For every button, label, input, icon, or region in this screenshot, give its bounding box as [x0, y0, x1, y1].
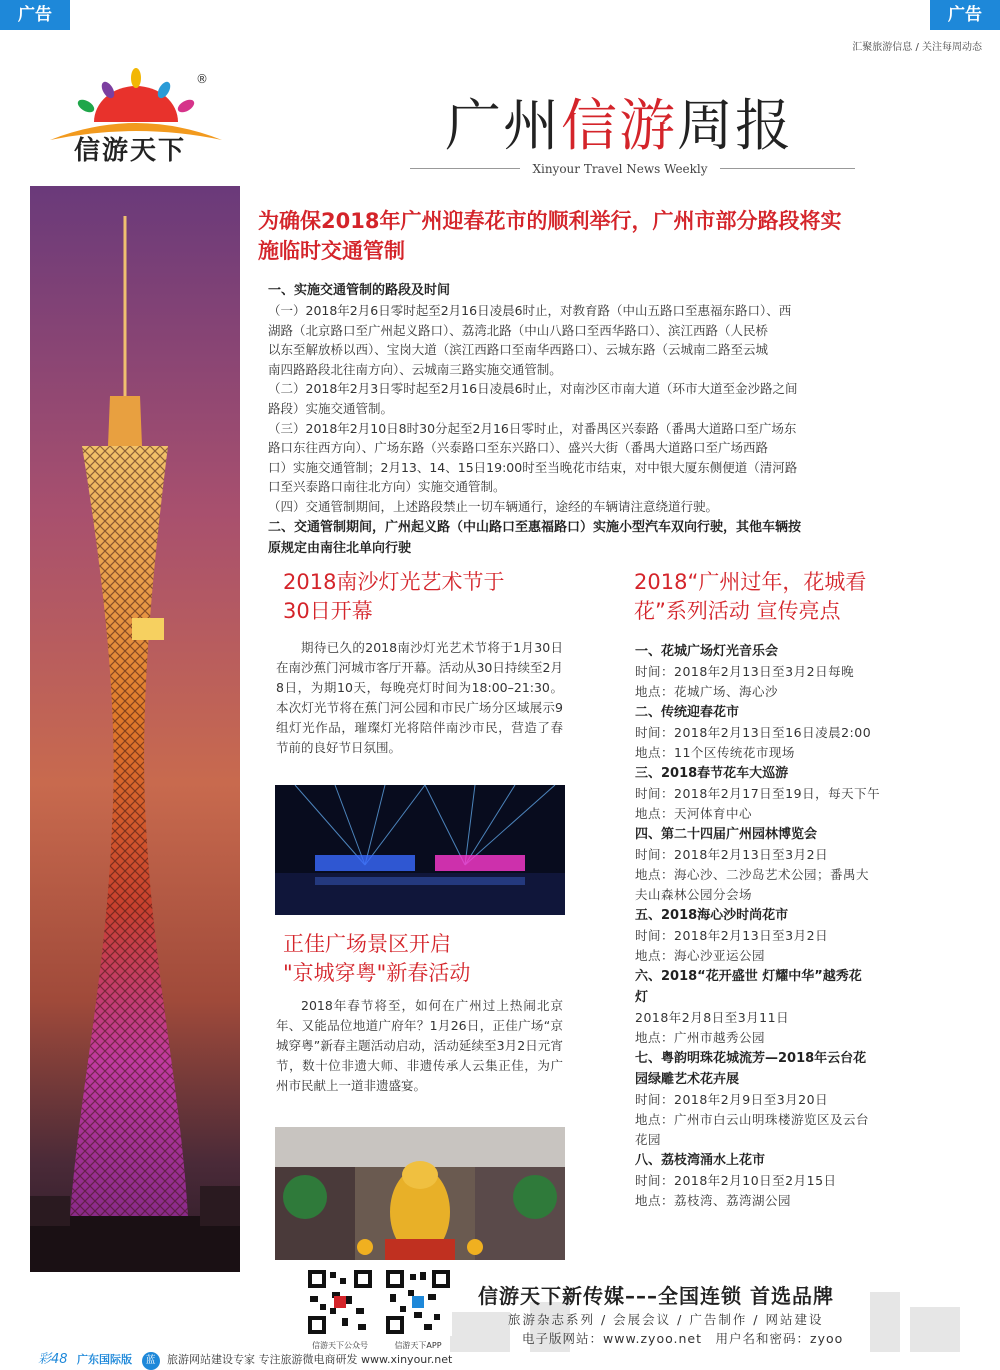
body-paragraph: 口）实施交通管制；2月13、14、15日19:00时至当晚花市结束，对中银大厦东侧便道（清河路 [268, 459, 798, 475]
event-detail: 地点：11个区传统花市现场 [635, 745, 795, 760]
masthead-part2: 信游 [561, 94, 677, 159]
body-paragraph: 路口东往西方向）、广场东路（兴泰路口至东兴路口）、盛兴大街（番禺大道路口至广场西路 [268, 440, 769, 456]
page-number: 彩48 [38, 1352, 68, 1367]
event-detail: 地点：广州市越秀公园 [635, 1030, 766, 1045]
qr-code-app[interactable] [384, 1268, 452, 1336]
event-detail: 时间：2018年2月13日至3月2日 [635, 847, 829, 862]
page-footer [38, 1348, 452, 1370]
events-title-line1: 2018“广州过年，花城看 [634, 570, 867, 594]
article1-title-line2: 30日开幕 [283, 599, 373, 623]
event-title: 四、第二十四届广州园林博览会 [635, 827, 818, 842]
event-detail: 地点：花城广场、海心沙 [635, 684, 779, 699]
qr-code-wechat[interactable] [306, 1268, 374, 1336]
body-paragraph: （三）2018年2月10日8时30分起至2月16日零时止，对番禺区兴泰路（番禺大道路口至广场东 [268, 420, 797, 436]
footer-website: 电子版网站：www.zyoo.net 用户名和密码：zyoo [522, 1331, 844, 1346]
body-paragraph: 湖路（北京路口至广州起义路口）、荔湾北路（中山八路口至西华路口）、滨江西路（人民桥 [268, 322, 769, 338]
event-detail: 地点：海心沙、二沙岛艺术公园；番禺大 [635, 867, 870, 882]
section-heading: 二、交通管制期间，广州起义路（中山路口至惠福路口）实施小型汽车双向行驶，其他车辆按 [268, 519, 802, 535]
edition-badge: 蓝 [142, 1352, 160, 1370]
masthead-part3: 周报 [677, 94, 793, 159]
event-title: 园绿雕艺术花卉展 [635, 1072, 740, 1087]
section-heading: 一、实施交通管制的路段及时间 [268, 283, 451, 298]
body-paragraph: 口至兴泰路口南往北方向）实施交通管制。 [268, 479, 506, 495]
article2-title-line1: 正佳广场景区开启 [283, 932, 451, 956]
event-detail: 地点：广州市白云山明珠楼游览区及云台 [635, 1112, 870, 1127]
event-detail: 时间：2018年2月9日至3月20日 [635, 1092, 829, 1107]
events-title [634, 568, 944, 626]
article1-title [283, 568, 573, 626]
main-body [268, 280, 928, 559]
canton-tower-photo [30, 186, 240, 1272]
event-detail: 地点：荔枝湾、荔湾湖公园 [635, 1193, 792, 1208]
article2-title [283, 930, 573, 988]
footer-services: 旅游杂志系列 / 会展会议 / 广告制作 / 网站建设 [508, 1312, 824, 1327]
article2-title-line2: "京城穿粤"新春活动 [283, 961, 471, 985]
event-detail: 地点：海心沙亚运公园 [635, 948, 766, 963]
event-title: 灯 [635, 990, 649, 1005]
footer-slogan: 旅游网站建设专家 专注旅游微电商研发 www.xinyour.net [167, 1353, 453, 1366]
light-festival-photo [275, 785, 565, 915]
event-detail: 2018年2月8日至3月11日 [635, 1010, 790, 1025]
event-detail: 时间：2018年2月17日至19日，每天下午 [635, 786, 881, 801]
event-title: 二、传统迎春花市 [635, 705, 740, 720]
main-headline-line2: 施临时交通管制 [258, 239, 405, 263]
ad-badge-right: 广告 [930, 0, 1000, 30]
body-paragraph: （四）交通管制期间，上述路段禁止一切车辆通行，途经的车辆请注意绕道行驶。 [268, 498, 719, 514]
logo [46, 66, 226, 166]
body-paragraph: （二）2018年2月3日零时起至2月16日凌晨6时止，对南沙区市南大道（环市大道至金沙路之间 [268, 381, 798, 397]
section-heading: 原规定由南往北单向行驶 [268, 540, 412, 556]
ad-badge-left: 广告 [0, 0, 70, 30]
event-title: 七、粤韵明珠花城流芳—2018年云台花 [635, 1051, 867, 1066]
body-paragraph: 南四路路段北往南方向）、云城南三路实施交通管制。 [268, 361, 562, 377]
event-detail: 时间：2018年2月10日至2月15日 [635, 1173, 837, 1188]
event-detail: 花园 [635, 1132, 662, 1147]
grandview-mall-photo [275, 1127, 565, 1260]
main-headline [258, 206, 938, 266]
body-paragraph: 以东至解放桥以西）、宝岗大道（滨江西路口至南华西路口）、云城东路（云城南二路至云城 [268, 342, 769, 358]
event-detail: 地点：天河体育中心 [635, 806, 753, 821]
event-title: 六、2018“花开盛世 灯耀中华”越秀花 [635, 969, 862, 984]
event-detail: 时间：2018年2月13日至3月2日每晚 [635, 664, 855, 679]
article2-body: 2018年春节将至，如何在广州过上热闹北京年、又能品位地道广府年？1月26日，正佳广场“京城穿粤”新春主题活动启动，活动延续至3月2日元宵节，数十位非遗大师、非遗传承人云集正佳，为广州市民献上一道非遗盛宴。 [276, 998, 563, 1093]
event-detail: 时间：2018年2月13日至16日凌晨2:00 [635, 725, 872, 740]
article1-body: 期待已久的2018南沙灯光艺术节将于1月30日在南沙蕉门河城市客厅开幕。活动从30日持续至2月8日，为期10天，每晚亮灯时间为18:00–21:30。本次灯光节将在蕉门河公园和市民广场分区域展示9组灯光作品，璀璨灯光将陪伴南沙市民，营造了春节前的良好节日氛围。 [276, 640, 563, 755]
main-headline-line1: 为确保2018年广州迎春花市的顺利举行，广州市部分路段将实 [258, 209, 842, 233]
event-detail: 夫山森林公园分会场 [635, 887, 753, 902]
events-title-line2: 花”系列活动 宣传亮点 [634, 599, 841, 623]
body-paragraph: 路段）实施交通管制。 [268, 400, 394, 416]
article1-title-line1: 2018南沙灯光艺术节于 [283, 570, 505, 594]
footer-brand: 信游天下新传媒–––全国连锁 首选品牌 [478, 1284, 834, 1308]
tagline: 汇聚旅游信息 / 关注每周动态 [852, 42, 982, 53]
edition-label: 广东国际版 [77, 1353, 133, 1366]
event-detail: 时间：2018年2月13日至3月2日 [635, 928, 829, 943]
masthead-subtitle: Xinyour Travel News Weekly [532, 162, 708, 176]
event-title: 三、2018春节花车大巡游 [635, 766, 789, 781]
event-title: 五、2018海心沙时尚花市 [635, 908, 789, 923]
body-paragraph: （一）2018年2月6日零时起至2月16日凌晨6时止，对教育路（中山五路口至惠福东路口）、西 [268, 303, 792, 318]
registered-mark: ® [196, 72, 208, 86]
qr-caption-app: 信游天下APP [394, 1341, 442, 1350]
masthead-title [445, 82, 825, 162]
logo-text: 信游天下 [74, 136, 187, 166]
qr-caption-wechat: 信游天下公众号 [312, 1341, 368, 1350]
masthead-part1: 广州 [445, 94, 561, 159]
events-list [635, 641, 935, 1211]
event-title: 一、花城广场灯光音乐会 [635, 644, 779, 659]
event-title: 八、荔枝湾涌水上花市 [635, 1153, 766, 1168]
